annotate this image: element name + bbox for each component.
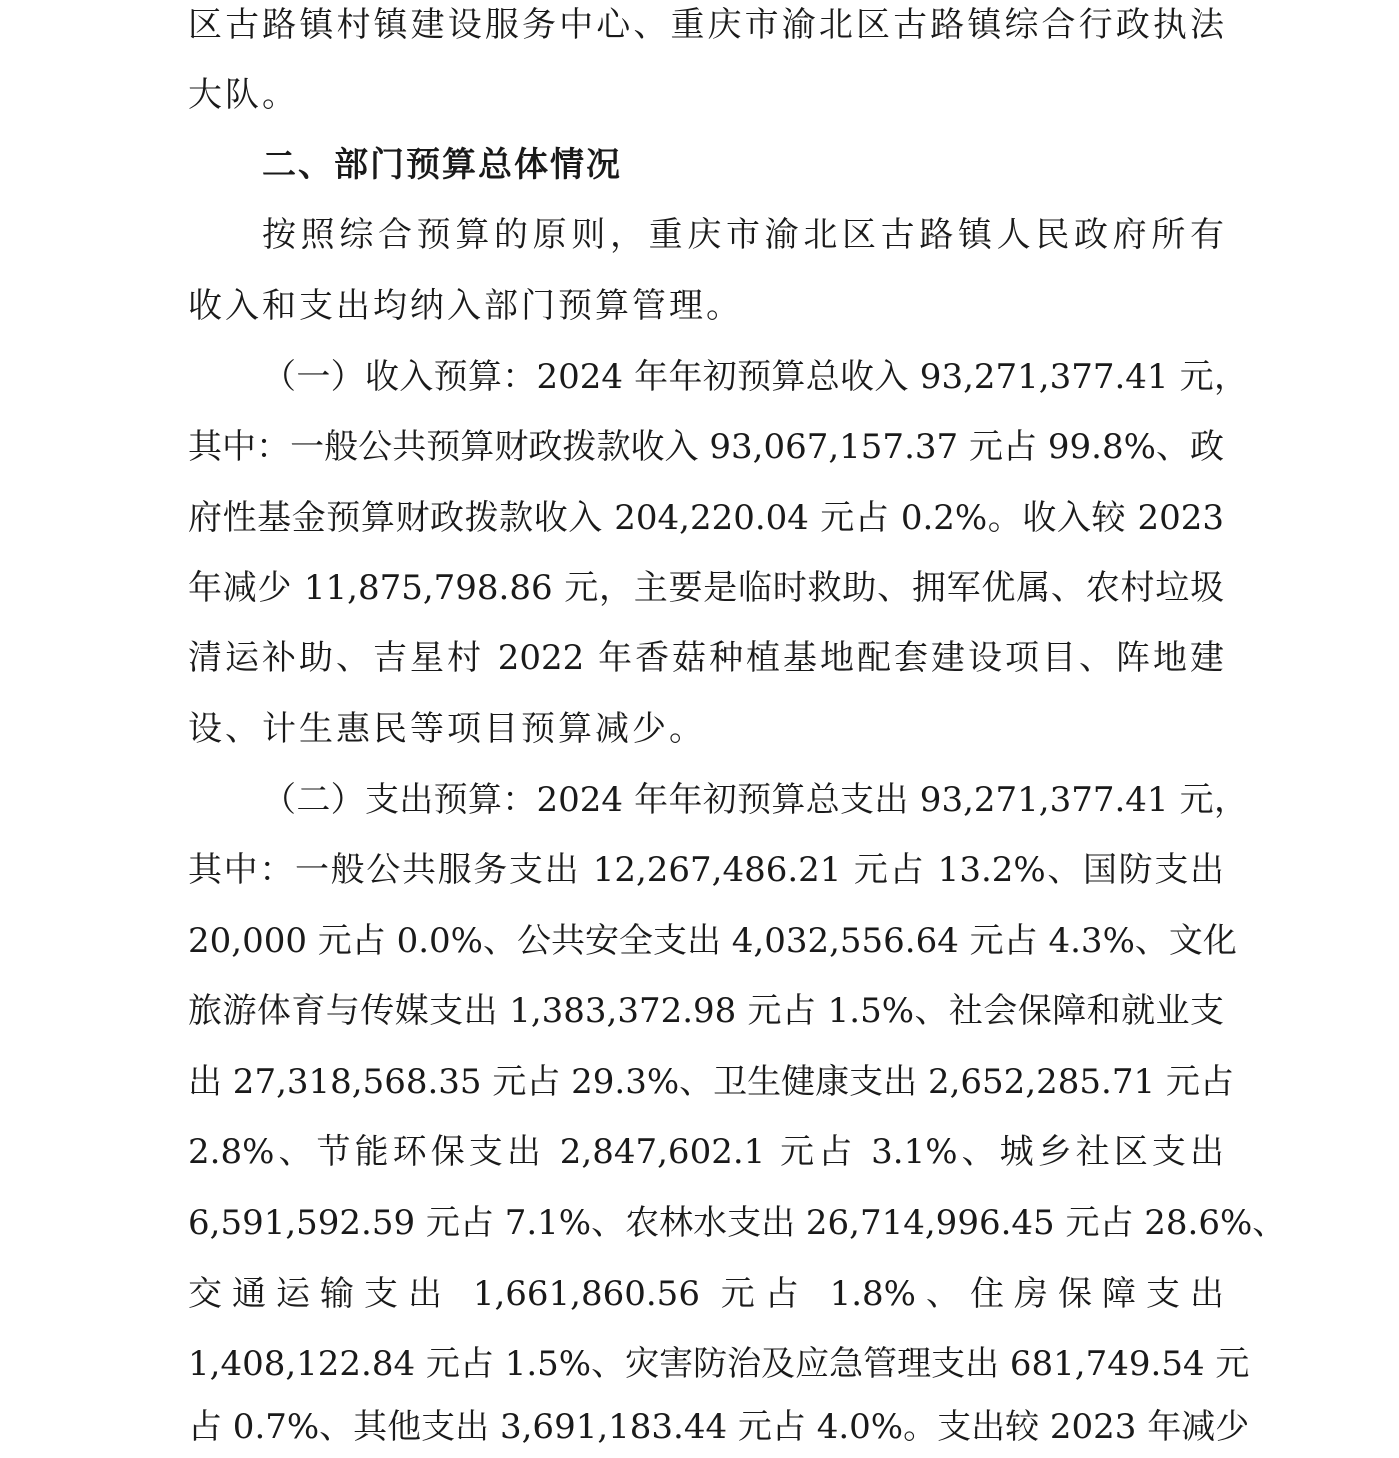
income-budget-line-3: 府性基金预算财政拨款收入 204,220.04 元占 0.2%。收入较 2023 — [188, 498, 1224, 538]
expense-budget-line-3: 20,000 元占 0.0%、公共安全支出 4,032,556.64 元占 4.3%、文化 — [188, 921, 1237, 961]
paragraph-line-4: 收入和支出均纳入部门预算管理。 — [188, 286, 743, 326]
expense-budget-line-8: 交通运输支出 1,661,860.56 元占 1.8%、住房保障支出 — [188, 1274, 1224, 1314]
income-budget-line-2: 其中：一般公共预算财政拨款收入 93,067,157.37 元占 99.8%、政 — [188, 427, 1224, 467]
expense-budget-line-9: 1,408,122.84 元占 1.5%、灾害防治及应急管理支出 681,749.54 元 — [188, 1344, 1250, 1384]
expense-budget-line-1: （二）支出预算：2024 年年初预算总支出 93,271,377.41 元， — [262, 780, 1248, 820]
expense-budget-line-10: 占 0.7%、其他支出 3,691,183.44 元占 4.0%。支出较 2023 年减少 — [188, 1407, 1250, 1447]
expense-budget-line-5: 出 27,318,568.35 元占 29.3%、卫生健康支出 2,652,285.71 元占 — [188, 1062, 1234, 1102]
section-heading: 二、部门预算总体情况 — [262, 145, 622, 185]
income-budget-line-5: 清运补助、吉星村 2022 年香菇种植基地配套建设项目、阵地建 — [188, 638, 1224, 678]
paragraph-line-1: 区古路镇村镇建设服务中心、重庆市渝北区古路镇综合行政执法 — [188, 5, 1224, 45]
expense-budget-line-6: 2.8%、节能环保支出 2,847,602.1 元占 3.1%、城乡社区支出 — [188, 1132, 1224, 1172]
paragraph-line-2: 大队。 — [188, 75, 299, 115]
expense-budget-line-7: 6,591,592.59 元占 7.1%、农林水支出 26,714,996.45 元占 28.6%、 — [188, 1203, 1287, 1243]
income-budget-line-1: （一）收入预算：2024 年年初预算总收入 93,271,377.41 元， — [262, 357, 1248, 397]
income-budget-line-4: 年减少 11,875,798.86 元，主要是临时救助、拥军优属、农村垃圾 — [188, 568, 1224, 608]
expense-budget-line-4: 旅游体育与传媒支出 1,383,372.98 元占 1.5%、社会保障和就业支 — [188, 991, 1224, 1031]
expense-budget-line-2: 其中：一般公共服务支出 12,267,486.21 元占 13.2%、国防支出 — [188, 850, 1224, 890]
paragraph-line-3: 按照综合预算的原则，重庆市渝北区古路镇人民政府所有 — [262, 215, 1224, 255]
income-budget-line-6: 设、计生惠民等项目预算减少。 — [188, 709, 706, 749]
